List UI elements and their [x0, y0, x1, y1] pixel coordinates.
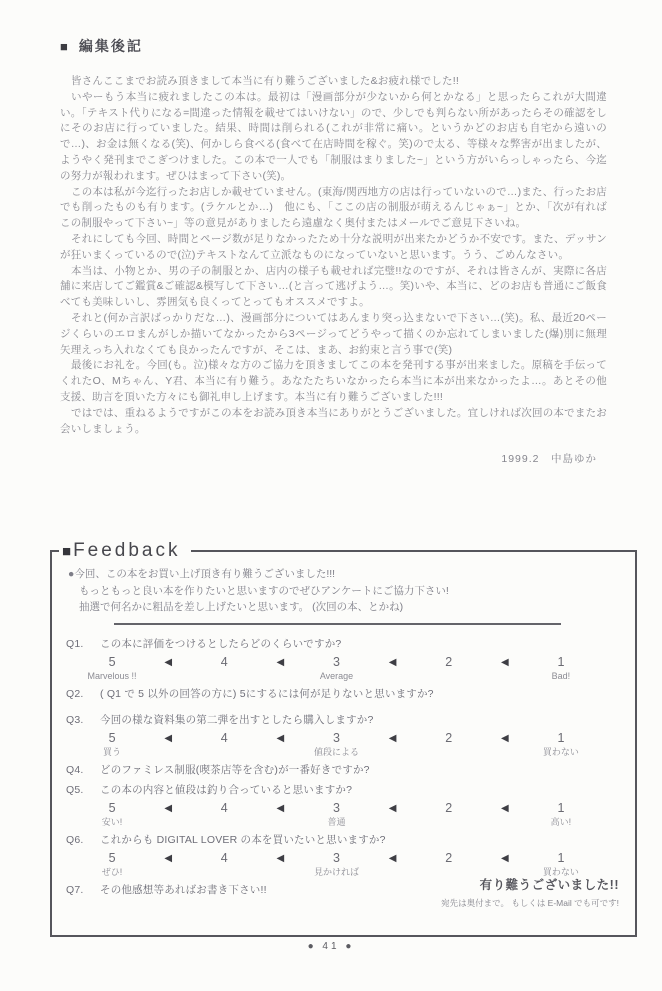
left-arrow-icon: ◀ [388, 732, 397, 744]
question-q2 [66, 687, 621, 701]
scale-caption: ぜひ! [101, 866, 123, 877]
scale-option [421, 851, 477, 878]
feedback-header [59, 538, 191, 565]
scale-number: 2 [445, 800, 453, 815]
scale-number: 3 [333, 730, 340, 745]
feedback-intro-line: ●今回、この本をお買い上げ頂き有り難うございました!!! [68, 568, 336, 580]
scale-option [308, 851, 364, 878]
left-arrow-icon: ◀ [164, 802, 173, 814]
question-q3 [66, 713, 621, 727]
black-square-icon: ■ [60, 39, 70, 54]
scale-option [84, 851, 140, 878]
scale-number: 4 [220, 850, 228, 865]
left-arrow-icon: ◀ [164, 852, 173, 864]
feedback-intro-line: もっともっと良い本を作りたいと思いますのでぜひアンケートにご協力下さい! [79, 584, 449, 597]
question-label: Q2. [66, 687, 84, 700]
left-arrow-icon: ◀ [388, 656, 397, 668]
thanks-block [441, 875, 619, 909]
afterword-paragraph: 最後にお礼を。今回(も。泣)様々な方のご協力を頂きましてこの本を発刊する事が出来ました。原稿を手伝ってくれたO、Mちゃん、Y君、本当に有り難う。あなたたちいなかったら本当に本が出来なかったよ…。あとその他支援、助言を頂いた方々にも御礼申し上げます。本当に有り難うございました!!! [60, 359, 607, 403]
scale-option [533, 731, 589, 758]
left-arrow-icon: ◀ [276, 802, 285, 814]
left-arrow-icon: ◀ [276, 656, 285, 668]
scale-caption: Marvelous !! [87, 670, 137, 681]
thanks-note: 宛先は奥付まで。 もしくは E-Mail でも可です! [441, 898, 619, 908]
question-text: この本の内容と値段は釣り合っていると思いますか? [100, 783, 353, 796]
question-text: この本に評価をつけるとしたらどのくらいですか? [100, 637, 342, 650]
scale-option [196, 851, 252, 878]
scale-option [84, 655, 140, 682]
scale-number: 4 [220, 800, 228, 815]
question-text: どのファミレス制服(喫茶店等を含む)が一番好きですか? [100, 763, 370, 776]
question-text: これからも DIGITAL LOVER の本を買いたいと思いますか? [100, 833, 386, 846]
question-q5 [66, 783, 621, 797]
left-arrow-icon: ◀ [276, 852, 285, 864]
question-list [52, 625, 635, 897]
afterword-paragraph: この本は私が今迄行ったお店しか載せていません。(東海/関西地方の店は行っていないので…)また、行ったお店でも削ったものも有ります。(ラケルとか…) 他にも、「ここの店の制服が萌えるんじゃぁ~」とか、「次が有ればこの制服やって下さい~」等の意見がありましたら遠慮なく奥付またはメールでご意見下さいね。 [60, 185, 607, 230]
scale-option [196, 655, 252, 682]
question-label: Q7. [66, 883, 84, 896]
rating-scale-q3 [84, 731, 589, 758]
scale-number: 4 [220, 654, 228, 669]
scale-number: 5 [108, 654, 116, 669]
scale-number: 3 [333, 850, 340, 865]
rating-scale-q1 [84, 655, 589, 682]
question-q6 [66, 833, 621, 847]
author-signature: 1999.2 中島ゆか [501, 453, 597, 466]
afterword-title: 編集後記 [78, 38, 143, 54]
scale-number: 1 [557, 654, 565, 669]
scale-number: 1 [557, 800, 565, 815]
question-label: Q6. [66, 833, 84, 846]
scale-caption: 値段による [313, 746, 359, 757]
afterword-paragraph: 皆さんここまでお読み頂きまして本当に有り難うございました&お疲れ様でした!! [71, 75, 459, 87]
question-text: ( Q1 で 5 以外の回答の方に) 5にするには何が足りないと思いますか? [100, 687, 434, 700]
scale-option [421, 655, 477, 682]
scale-caption: 買わない [542, 746, 579, 757]
scale-caption: 買わない [542, 866, 579, 877]
left-arrow-icon: ◀ [500, 656, 509, 668]
scale-caption: 普通 [327, 816, 346, 827]
scale-option [84, 731, 140, 758]
afterword-paragraph: それと(何か言訳ばっかりだな…)、漫画部分についてはあんまり突っ込まないで下さい…(笑)。私、最近20ページくらいのエロまんがしか描いてなかったから3ページってどうやって描くのか忘れてしまいました(爆)別に無理矢理えっち入れなくても良かったんですが、そこは、まあ、お約束と言う事で(笑) [60, 311, 607, 356]
scale-number: 1 [557, 850, 565, 865]
scale-caption: 高い! [550, 816, 572, 827]
feedback-section [50, 540, 637, 937]
scale-caption: Bad! [551, 670, 571, 681]
scale-number: 3 [333, 654, 340, 669]
question-q1 [66, 637, 621, 651]
scale-option [533, 851, 589, 878]
left-arrow-icon: ◀ [388, 852, 397, 864]
left-arrow-icon: ◀ [164, 732, 173, 744]
scale-option [421, 801, 477, 828]
question-text: 今回の様な資料集の第二弾を出すとしたら購入しますか? [100, 713, 374, 726]
left-arrow-icon: ◀ [500, 732, 509, 744]
scale-option [308, 801, 364, 828]
scale-number: 2 [445, 730, 453, 745]
question-q4 [66, 763, 621, 777]
black-square-icon: ■ [62, 543, 72, 560]
scale-number: 1 [557, 730, 565, 745]
question-text: その他感想等あればお書き下さい!! [100, 883, 267, 896]
scale-caption: 買う [103, 746, 122, 757]
question-label: Q3. [66, 713, 84, 726]
scale-number: 3 [333, 800, 340, 815]
scale-caption: 安い! [101, 816, 123, 827]
left-arrow-icon: ◀ [500, 852, 509, 864]
afterword-paragraph: 本当は、小物とか、男の子の制服とか、店内の様子も載せれば完璧!!なのですが、それは皆さんが、実際に各店舗に来店してご鑑賞&ご確認&模写して下さい…(と言って逃げよう…。笑)いや、本当に、どのお店も普通にご飯食べても美味しいし、雰囲気も良くってとってもオススメですよ。 [60, 264, 607, 309]
scale-number: 2 [445, 850, 453, 865]
scale-option [421, 731, 477, 758]
scale-option [196, 731, 252, 758]
scale-number: 5 [108, 800, 116, 815]
scale-option [196, 801, 252, 828]
afterword-paragraph: それにしても今回、時間とページ数が足りなかったため十分な説明が出来たかどうか不安です。また、デッサンが狂いまくっているので(泣)テキストなんて立派なものになっていないと思います。うう、ごめんなさい。 [60, 232, 607, 261]
afterword-paragraph: いやーもう本当に疲れましたこの本は。最初は「漫画部分が少ないから何とかなる」と思ったらこれが大間違い。「テキスト代りになる=間違った情報を載せてはいけない」ので、少しでも判らない所があったらその確認をしにそのお店に行っていました。結果、時間は削られる(これが非常に痛い。というかどのお店も自宅から遠いので…)、お金は無くなる(笑)、何かしら食べる(食べて在店時間を稼ぐ。笑)ので太る、等様々な弊害が出ましたが、ようやく発刊までこぎつけました。この本で一人でも「制服はまりました~」という方がいらっしゃったら、今迄の努力が報われます。ぜひはまって下さい(笑)。 [60, 90, 607, 182]
scale-option [308, 731, 364, 758]
afterword-paragraph: ではでは、重ねるようですがこの本をお読み頂き本当にありがとうございました。宜しければ次回の本でまたお会いしましょう。 [60, 406, 607, 435]
scale-caption: Average [319, 670, 354, 681]
scale-caption: 見かければ [313, 866, 359, 877]
scale-option [308, 655, 364, 682]
feedback-title: Feedback [73, 540, 181, 561]
scale-option [533, 801, 589, 828]
feedback-intro-line: 抽選で何名かに粗品を差し上げたいと思います。 (次回の本、とかね) [79, 601, 404, 613]
afterword-section [60, 36, 607, 466]
left-arrow-icon: ◀ [500, 802, 509, 814]
scale-option [533, 655, 589, 682]
question-label: Q5. [66, 783, 84, 796]
scale-number: 2 [445, 654, 453, 669]
question-label: Q4. [66, 763, 84, 776]
left-arrow-icon: ◀ [276, 732, 285, 744]
rating-scale-q6 [84, 851, 589, 878]
left-arrow-icon: ◀ [388, 802, 397, 814]
scale-number: 5 [108, 730, 116, 745]
afterword-body [60, 74, 607, 437]
scale-number: 4 [220, 730, 228, 745]
scale-option [84, 801, 140, 828]
question-label: Q1. [66, 637, 84, 650]
rating-scale-q5 [84, 801, 589, 828]
page-number: ● 41 ● [307, 941, 355, 952]
thanks-message: 有り難うございました!! [479, 878, 619, 892]
left-arrow-icon: ◀ [164, 656, 173, 668]
afterword-header [60, 36, 607, 56]
scale-number: 5 [108, 850, 116, 865]
